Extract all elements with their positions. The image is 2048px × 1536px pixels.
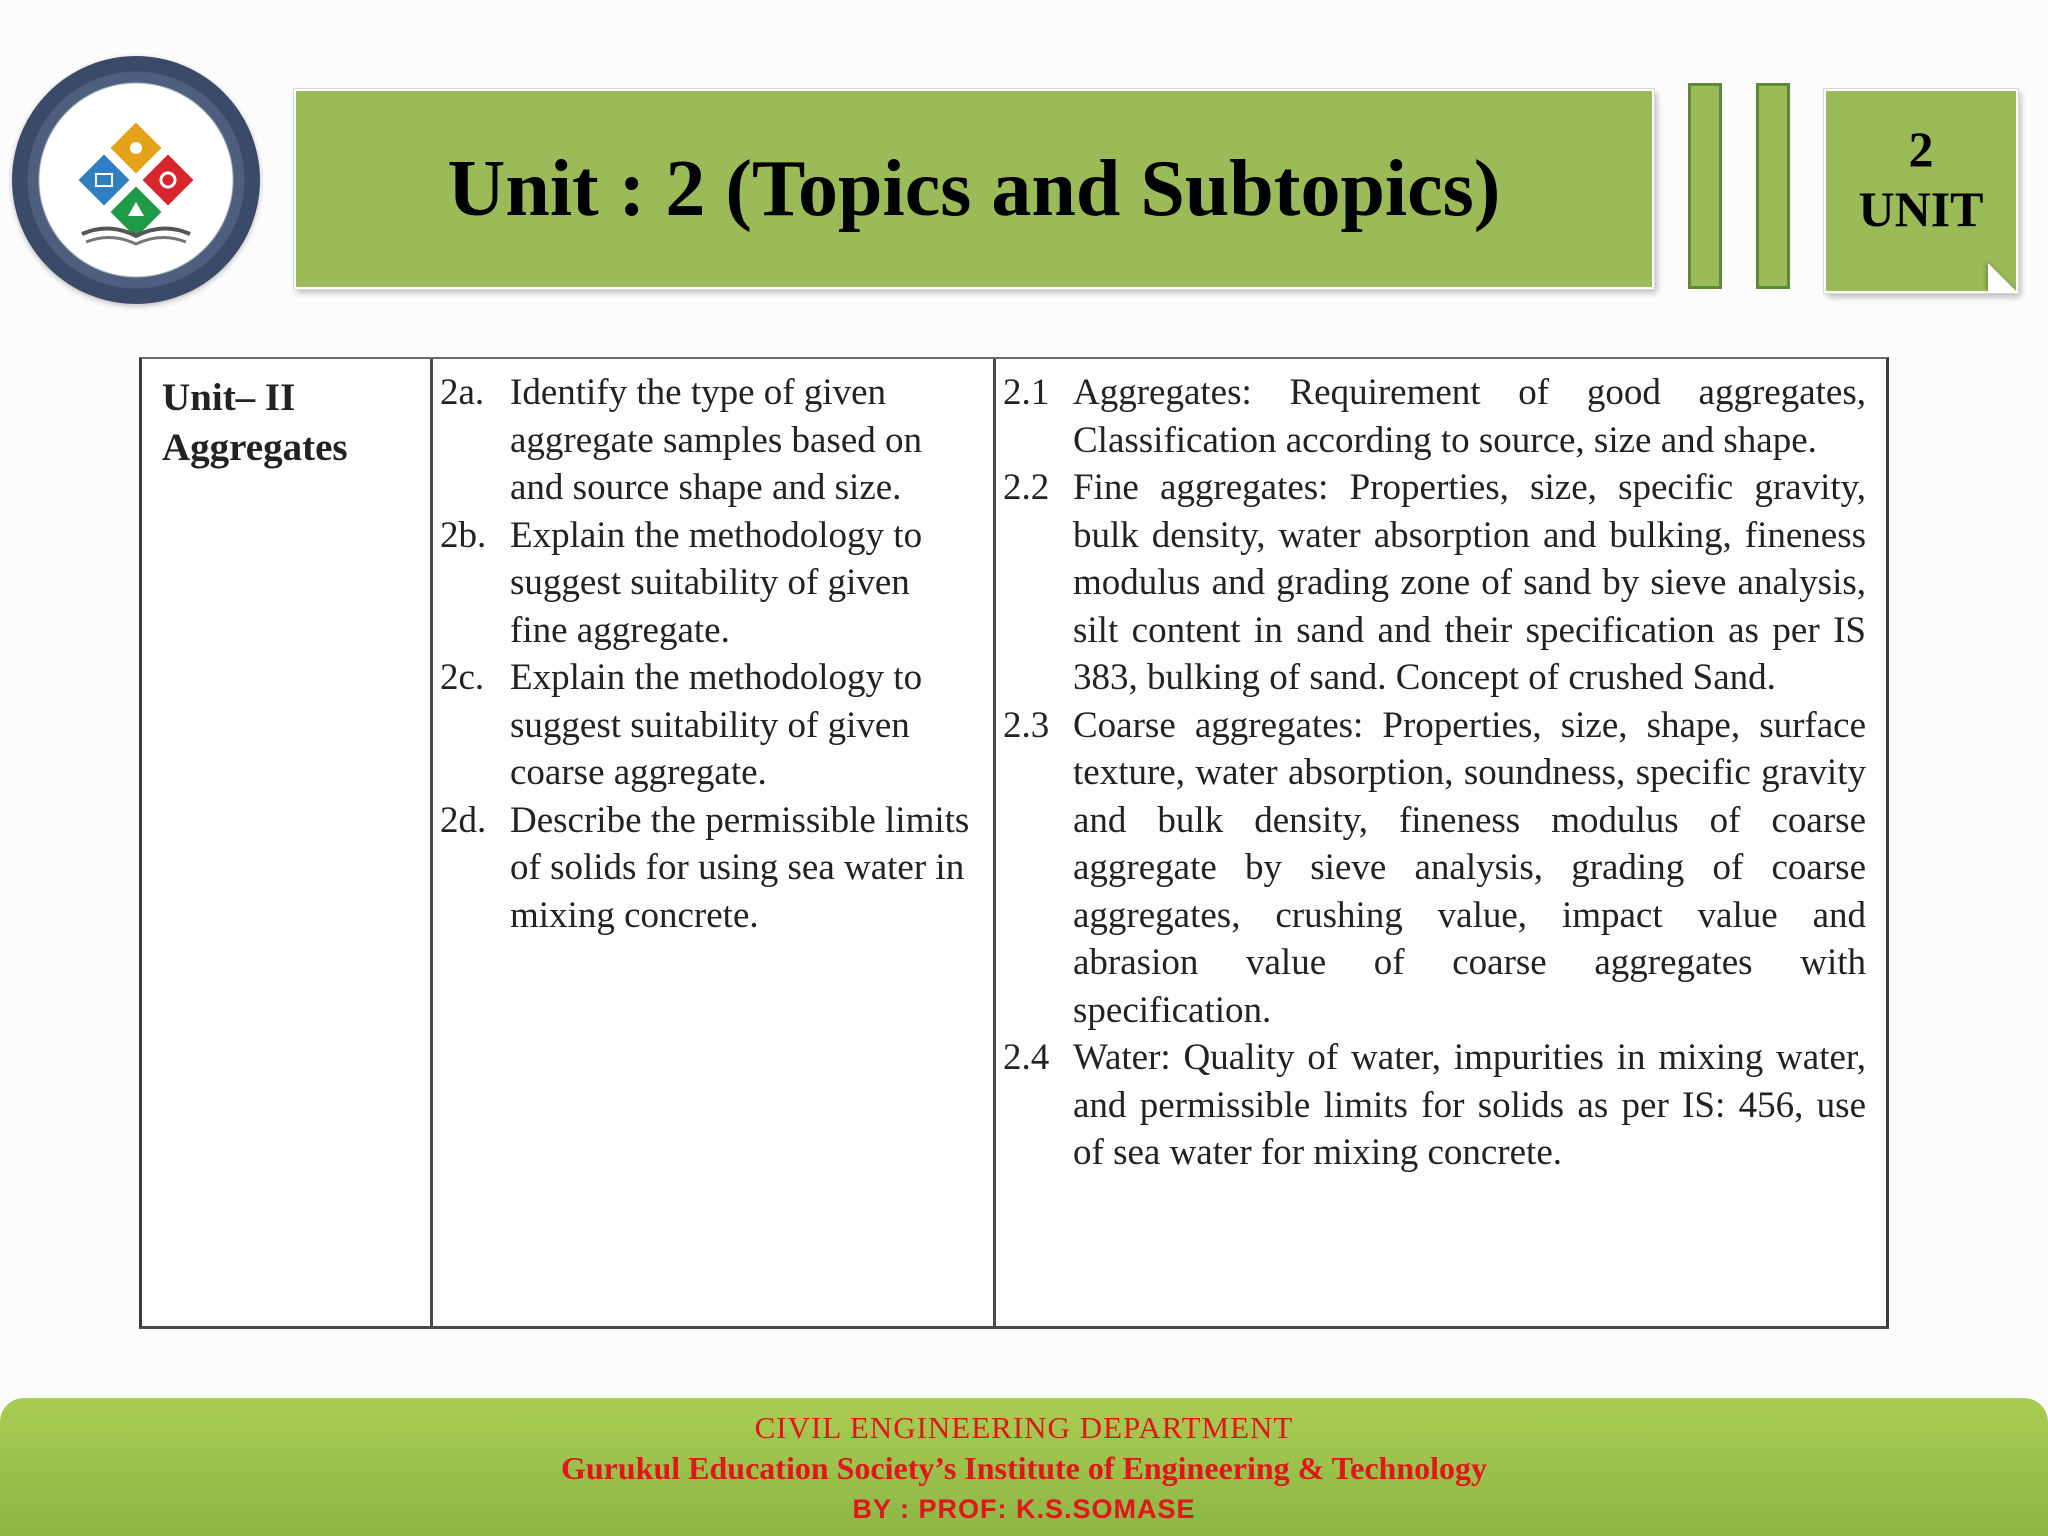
syllabus-table xyxy=(139,357,1889,1329)
unit-heading-name: Aggregates xyxy=(162,426,348,469)
topic-item xyxy=(1003,464,1866,702)
outcome-code: 2b. xyxy=(440,514,487,556)
page-fold-icon xyxy=(1988,263,2018,293)
topic-code: 2.1 xyxy=(1003,372,1050,413)
topic-item xyxy=(1003,1034,1866,1177)
topics-column xyxy=(993,359,1886,1326)
page-title: Unit : 2 (Topics and Subtopics) xyxy=(447,144,1501,233)
outcome-text: Explain the methodology to suggest suitability of given coarse aggregate. xyxy=(510,657,923,793)
outcomes-list xyxy=(440,369,973,939)
outcome-text: Identify the type of given aggregate samples based on and source shape and size. xyxy=(510,372,922,508)
topic-text: Coarse aggregates: Properties, size, shape, surface texture, water absorption, soundness, specific gravity and bulk density, fineness modulus of coarse aggregate by sieve analysis, grading of coarse aggregates, crushing value, impact value and abrasion value of coarse aggregates with specification. xyxy=(1073,704,1866,1031)
outcome-text: Describe the permissible limits of solids for using sea water in mixing concrete. xyxy=(510,799,970,936)
decorative-stripe-left xyxy=(1688,83,1722,289)
outcome-code: 2c. xyxy=(440,657,485,698)
unit-badge xyxy=(1824,89,2018,293)
topic-text: Fine aggregates: Properties, size, specific gravity, bulk density, water absorption and bulking, fineness modulus and grading zone of sand by sieve analysis, silt content in sand and their specification as per IS 383, bulking of sand. Concept of crushed Sand. xyxy=(1073,467,1866,698)
decorative-stripe-right xyxy=(1756,83,1790,289)
footer-author: BY : PROF: K.S.SOMASE xyxy=(852,1494,1196,1524)
unit-label: UNIT xyxy=(1858,181,1984,237)
footer-institute: Gurukul Education Society’s Institute of Engineering & Technology xyxy=(560,1450,1488,1486)
outcomes-column xyxy=(430,359,996,1326)
footer-department: CIVIL ENGINEERING DEPARTMENT xyxy=(754,1410,1294,1445)
topic-code: 2.2 xyxy=(1003,467,1050,508)
unit-number: 2 xyxy=(1908,121,1934,177)
topics-list xyxy=(1003,369,1866,1177)
outcome-item xyxy=(440,512,973,655)
unit-heading xyxy=(162,373,348,473)
topic-code: 2.3 xyxy=(1003,704,1050,746)
topic-text: Water: Quality of water, impurities in mixing water, and permissible limits for solids as per IS: 456, use of sea water for mixing concrete. xyxy=(1073,1037,1866,1173)
topic-item xyxy=(1003,369,1866,464)
outcome-item xyxy=(440,797,973,940)
footer-bar xyxy=(0,1398,2048,1536)
outcome-item xyxy=(440,369,973,512)
topic-code: 2.4 xyxy=(1003,1037,1050,1078)
outcome-code: 2d. xyxy=(440,799,487,841)
outcome-text: Explain the methodology to suggest suitability of given fine aggregate. xyxy=(510,514,923,651)
title-banner xyxy=(294,89,1654,289)
unit-heading-number: Unit– II xyxy=(162,376,296,419)
outcome-code: 2a. xyxy=(440,372,485,413)
outcome-item xyxy=(440,654,973,797)
topic-text: Aggregates: Requirement of good aggregates, Classification according to source, size and shape. xyxy=(1073,372,1866,461)
institute-logo xyxy=(12,56,260,304)
unit-column xyxy=(142,359,433,1326)
institute-emblem-icon xyxy=(12,56,260,304)
topic-item xyxy=(1003,702,1866,1035)
